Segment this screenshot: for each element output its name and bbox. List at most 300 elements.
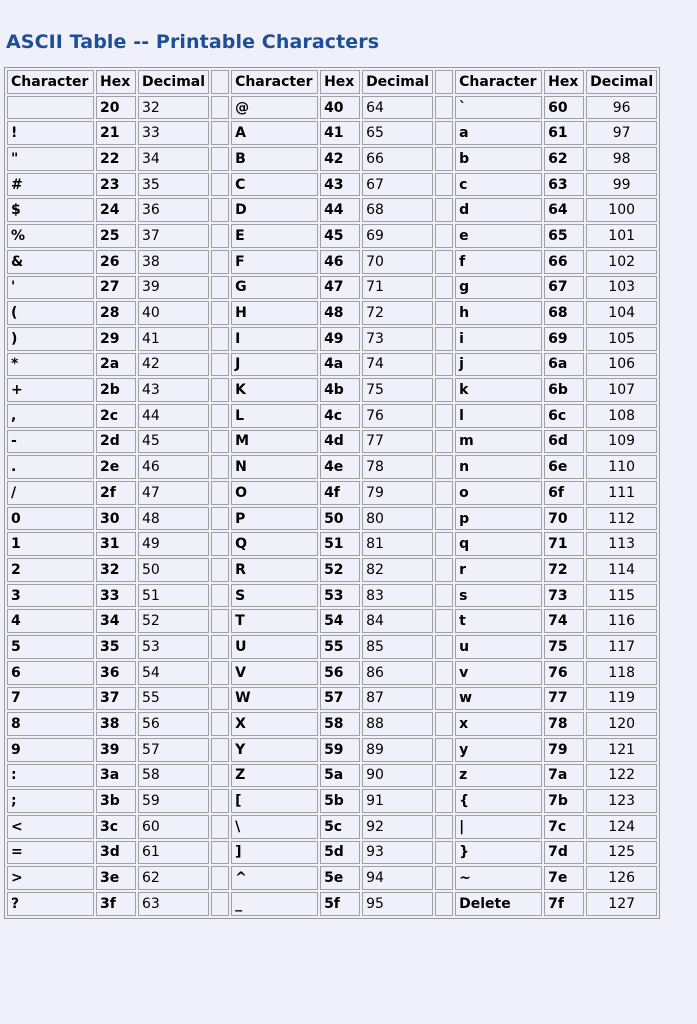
column-spacer [435, 224, 453, 248]
decimal-cell: 120 [586, 712, 657, 736]
decimal-cell: 46 [138, 455, 209, 479]
column-spacer [435, 378, 453, 402]
character-cell: Z [231, 764, 318, 788]
table-row [7, 558, 657, 582]
column-spacer [211, 866, 229, 890]
header-hex: Hex [320, 70, 360, 94]
decimal-cell: 126 [586, 866, 657, 890]
column-spacer [435, 96, 453, 120]
character-cell: 0 [7, 507, 94, 531]
decimal-cell: 94 [362, 866, 433, 890]
decimal-cell: 80 [362, 507, 433, 531]
character-cell: L [231, 404, 318, 428]
decimal-cell: 108 [586, 404, 657, 428]
hex-cell: 34 [96, 609, 136, 633]
column-spacer [211, 892, 229, 916]
decimal-cell: 58 [138, 764, 209, 788]
character-cell: O [231, 481, 318, 505]
column-spacer [211, 687, 229, 711]
hex-cell: 6c [544, 404, 584, 428]
header-character: Character [7, 70, 94, 94]
table-row [7, 96, 657, 120]
column-spacer [435, 789, 453, 813]
character-cell: r [455, 558, 542, 582]
table-row [7, 250, 657, 274]
table-row [7, 198, 657, 222]
hex-cell: 5c [320, 815, 360, 839]
hex-cell: 6d [544, 430, 584, 454]
table-row [7, 738, 657, 762]
character-cell: + [7, 378, 94, 402]
table-row [7, 635, 657, 659]
decimal-cell: 32 [138, 96, 209, 120]
decimal-cell: 91 [362, 789, 433, 813]
table-row [7, 301, 657, 325]
table-row [7, 147, 657, 171]
character-cell: : [7, 764, 94, 788]
decimal-cell: 52 [138, 609, 209, 633]
table-row [7, 121, 657, 145]
column-spacer [211, 738, 229, 762]
column-spacer [435, 507, 453, 531]
character-cell: F [231, 250, 318, 274]
hex-cell: 4d [320, 430, 360, 454]
column-spacer [211, 378, 229, 402]
hex-cell: 69 [544, 327, 584, 351]
column-spacer [211, 661, 229, 685]
column-spacer [435, 584, 453, 608]
decimal-cell: 40 [138, 301, 209, 325]
character-cell: 4 [7, 609, 94, 633]
decimal-cell: 41 [138, 327, 209, 351]
decimal-cell: 71 [362, 276, 433, 300]
table-row [7, 507, 657, 531]
decimal-cell: 127 [586, 892, 657, 916]
column-spacer [435, 532, 453, 556]
character-cell: e [455, 224, 542, 248]
column-spacer [435, 327, 453, 351]
decimal-cell: 64 [362, 96, 433, 120]
decimal-cell: 83 [362, 584, 433, 608]
column-spacer [211, 507, 229, 531]
hex-cell: 7d [544, 841, 584, 865]
decimal-cell: 103 [586, 276, 657, 300]
decimal-cell: 115 [586, 584, 657, 608]
decimal-cell: 97 [586, 121, 657, 145]
column-spacer [435, 70, 453, 94]
column-spacer [211, 455, 229, 479]
decimal-cell: 42 [138, 353, 209, 377]
character-cell: \ [231, 815, 318, 839]
decimal-cell: 118 [586, 661, 657, 685]
character-cell: - [7, 430, 94, 454]
hex-cell: 5d [320, 841, 360, 865]
column-spacer [211, 121, 229, 145]
character-cell: H [231, 301, 318, 325]
character-cell: 9 [7, 738, 94, 762]
table-row [7, 224, 657, 248]
decimal-cell: 117 [586, 635, 657, 659]
character-cell: } [455, 841, 542, 865]
hex-cell: 4f [320, 481, 360, 505]
decimal-cell: 63 [138, 892, 209, 916]
hex-cell: 65 [544, 224, 584, 248]
header-hex: Hex [96, 70, 136, 94]
character-cell: & [7, 250, 94, 274]
hex-cell: 41 [320, 121, 360, 145]
column-spacer [435, 121, 453, 145]
character-cell: E [231, 224, 318, 248]
table-row [7, 276, 657, 300]
character-cell: a [455, 121, 542, 145]
character-cell: p [455, 507, 542, 531]
column-spacer [211, 764, 229, 788]
hex-cell: 70 [544, 507, 584, 531]
character-cell: ` [455, 96, 542, 120]
hex-cell: 4c [320, 404, 360, 428]
decimal-cell: 44 [138, 404, 209, 428]
column-spacer [435, 198, 453, 222]
table-row [7, 404, 657, 428]
header-character: Character [231, 70, 318, 94]
character-cell: = [7, 841, 94, 865]
ascii-table [4, 67, 660, 919]
table-row [7, 532, 657, 556]
decimal-cell: 84 [362, 609, 433, 633]
column-spacer [435, 558, 453, 582]
hex-cell: 29 [96, 327, 136, 351]
character-cell: { [455, 789, 542, 813]
decimal-cell: 102 [586, 250, 657, 274]
page-title: ASCII Table -- Printable Characters [6, 31, 380, 53]
decimal-cell: 66 [362, 147, 433, 171]
character-cell: m [455, 430, 542, 454]
character-cell: U [231, 635, 318, 659]
hex-cell: 58 [320, 712, 360, 736]
character-cell: @ [231, 96, 318, 120]
decimal-cell: 49 [138, 532, 209, 556]
character-cell: ; [7, 789, 94, 813]
hex-cell: 46 [320, 250, 360, 274]
hex-cell: 74 [544, 609, 584, 633]
decimal-cell: 105 [586, 327, 657, 351]
decimal-cell: 45 [138, 430, 209, 454]
decimal-cell: 38 [138, 250, 209, 274]
character-cell: Y [231, 738, 318, 762]
hex-cell: 60 [544, 96, 584, 120]
hex-cell: 5e [320, 866, 360, 890]
hex-cell: 7f [544, 892, 584, 916]
decimal-cell: 100 [586, 198, 657, 222]
decimal-cell: 123 [586, 789, 657, 813]
hex-cell: 4a [320, 353, 360, 377]
character-cell: y [455, 738, 542, 762]
decimal-cell: 88 [362, 712, 433, 736]
column-spacer [211, 558, 229, 582]
hex-cell: 72 [544, 558, 584, 582]
character-cell: # [7, 173, 94, 197]
hex-cell: 3a [96, 764, 136, 788]
column-spacer [435, 712, 453, 736]
hex-cell: 3f [96, 892, 136, 916]
column-spacer [211, 404, 229, 428]
hex-cell: 2c [96, 404, 136, 428]
hex-cell: 68 [544, 301, 584, 325]
character-cell: ] [231, 841, 318, 865]
hex-cell: 77 [544, 687, 584, 711]
table-row [7, 687, 657, 711]
decimal-cell: 48 [138, 507, 209, 531]
decimal-cell: 112 [586, 507, 657, 531]
decimal-cell: 99 [586, 173, 657, 197]
character-cell: t [455, 609, 542, 633]
table-row [7, 481, 657, 505]
column-spacer [211, 841, 229, 865]
column-spacer [211, 430, 229, 454]
decimal-cell: 69 [362, 224, 433, 248]
decimal-cell: 98 [586, 147, 657, 171]
character-cell: u [455, 635, 542, 659]
hex-cell: 38 [96, 712, 136, 736]
hex-cell: 25 [96, 224, 136, 248]
character-cell: i [455, 327, 542, 351]
decimal-cell: 33 [138, 121, 209, 145]
character-cell: T [231, 609, 318, 633]
character-cell: g [455, 276, 542, 300]
hex-cell: 78 [544, 712, 584, 736]
column-spacer [435, 661, 453, 685]
hex-cell: 7c [544, 815, 584, 839]
header-hex: Hex [544, 70, 584, 94]
character-cell: 1 [7, 532, 94, 556]
character-cell: l [455, 404, 542, 428]
character-cell: K [231, 378, 318, 402]
column-spacer [211, 353, 229, 377]
hex-cell: 27 [96, 276, 136, 300]
column-spacer [211, 815, 229, 839]
hex-cell: 67 [544, 276, 584, 300]
hex-cell: 35 [96, 635, 136, 659]
decimal-cell: 78 [362, 455, 433, 479]
decimal-cell: 116 [586, 609, 657, 633]
character-cell: < [7, 815, 94, 839]
decimal-cell: 70 [362, 250, 433, 274]
column-spacer [211, 481, 229, 505]
hex-cell: 30 [96, 507, 136, 531]
character-cell: ' [7, 276, 94, 300]
character-cell: W [231, 687, 318, 711]
character-cell [7, 96, 94, 120]
character-cell: . [7, 455, 94, 479]
character-cell: ^ [231, 866, 318, 890]
hex-cell: 4b [320, 378, 360, 402]
hex-cell: 76 [544, 661, 584, 685]
column-spacer [211, 250, 229, 274]
character-cell: | [455, 815, 542, 839]
hex-cell: 3b [96, 789, 136, 813]
character-cell: $ [7, 198, 94, 222]
hex-cell: 2e [96, 455, 136, 479]
column-spacer [435, 250, 453, 274]
hex-cell: 49 [320, 327, 360, 351]
decimal-cell: 85 [362, 635, 433, 659]
decimal-cell: 53 [138, 635, 209, 659]
character-cell: j [455, 353, 542, 377]
character-cell: X [231, 712, 318, 736]
hex-cell: 3e [96, 866, 136, 890]
character-cell: > [7, 866, 94, 890]
table-row [7, 789, 657, 813]
column-spacer [435, 738, 453, 762]
column-spacer [211, 96, 229, 120]
character-cell: / [7, 481, 94, 505]
hex-cell: 62 [544, 147, 584, 171]
column-spacer [211, 609, 229, 633]
hex-cell: 54 [320, 609, 360, 633]
decimal-cell: 43 [138, 378, 209, 402]
hex-cell: 7a [544, 764, 584, 788]
hex-cell: 79 [544, 738, 584, 762]
decimal-cell: 47 [138, 481, 209, 505]
hex-cell: 26 [96, 250, 136, 274]
decimal-cell: 110 [586, 455, 657, 479]
hex-cell: 31 [96, 532, 136, 556]
character-cell: * [7, 353, 94, 377]
decimal-cell: 113 [586, 532, 657, 556]
hex-cell: 3c [96, 815, 136, 839]
hex-cell: 73 [544, 584, 584, 608]
hex-cell: 21 [96, 121, 136, 145]
hex-cell: 2b [96, 378, 136, 402]
hex-cell: 66 [544, 250, 584, 274]
character-cell: R [231, 558, 318, 582]
hex-cell: 28 [96, 301, 136, 325]
column-spacer [211, 789, 229, 813]
decimal-cell: 109 [586, 430, 657, 454]
hex-cell: 37 [96, 687, 136, 711]
character-cell: , [7, 404, 94, 428]
table-row [7, 892, 657, 916]
column-spacer [435, 455, 453, 479]
character-cell: o [455, 481, 542, 505]
decimal-cell: 62 [138, 866, 209, 890]
character-cell: 2 [7, 558, 94, 582]
hex-cell: 51 [320, 532, 360, 556]
decimal-cell: 89 [362, 738, 433, 762]
hex-cell: 59 [320, 738, 360, 762]
hex-cell: 61 [544, 121, 584, 145]
character-cell: P [231, 507, 318, 531]
hex-cell: 44 [320, 198, 360, 222]
column-spacer [435, 404, 453, 428]
decimal-cell: 51 [138, 584, 209, 608]
table-row [7, 815, 657, 839]
hex-cell: 48 [320, 301, 360, 325]
header-decimal: Decimal [586, 70, 657, 94]
character-cell: s [455, 584, 542, 608]
decimal-cell: 74 [362, 353, 433, 377]
character-cell: z [455, 764, 542, 788]
column-spacer [435, 481, 453, 505]
character-cell: x [455, 712, 542, 736]
decimal-cell: 92 [362, 815, 433, 839]
column-spacer [435, 173, 453, 197]
hex-cell: 43 [320, 173, 360, 197]
decimal-cell: 57 [138, 738, 209, 762]
hex-cell: 36 [96, 661, 136, 685]
character-cell: Q [231, 532, 318, 556]
character-cell: " [7, 147, 94, 171]
character-cell: w [455, 687, 542, 711]
decimal-cell: 39 [138, 276, 209, 300]
column-spacer [435, 276, 453, 300]
character-cell: I [231, 327, 318, 351]
character-cell: _ [231, 892, 318, 916]
decimal-cell: 104 [586, 301, 657, 325]
column-spacer [435, 147, 453, 171]
hex-cell: 5a [320, 764, 360, 788]
character-cell: v [455, 661, 542, 685]
decimal-cell: 68 [362, 198, 433, 222]
decimal-cell: 37 [138, 224, 209, 248]
table-row [7, 430, 657, 454]
header-row [7, 70, 657, 94]
decimal-cell: 125 [586, 841, 657, 865]
decimal-cell: 95 [362, 892, 433, 916]
column-spacer [211, 224, 229, 248]
decimal-cell: 59 [138, 789, 209, 813]
character-cell: C [231, 173, 318, 197]
hex-cell: 57 [320, 687, 360, 711]
character-cell: [ [231, 789, 318, 813]
decimal-cell: 76 [362, 404, 433, 428]
table-row [7, 866, 657, 890]
decimal-cell: 81 [362, 532, 433, 556]
column-spacer [211, 301, 229, 325]
character-cell: d [455, 198, 542, 222]
character-cell: ? [7, 892, 94, 916]
table-row [7, 609, 657, 633]
hex-cell: 63 [544, 173, 584, 197]
character-cell: 6 [7, 661, 94, 685]
character-cell: ! [7, 121, 94, 145]
hex-cell: 20 [96, 96, 136, 120]
hex-cell: 53 [320, 584, 360, 608]
decimal-cell: 61 [138, 841, 209, 865]
decimal-cell: 72 [362, 301, 433, 325]
hex-cell: 39 [96, 738, 136, 762]
column-spacer [211, 198, 229, 222]
decimal-cell: 60 [138, 815, 209, 839]
hex-cell: 4e [320, 455, 360, 479]
column-spacer [435, 609, 453, 633]
hex-cell: 6b [544, 378, 584, 402]
character-cell: % [7, 224, 94, 248]
character-cell: Delete [455, 892, 542, 916]
table-row [7, 661, 657, 685]
table-row [7, 712, 657, 736]
character-cell: S [231, 584, 318, 608]
character-cell: f [455, 250, 542, 274]
decimal-cell: 106 [586, 353, 657, 377]
hex-cell: 6e [544, 455, 584, 479]
decimal-cell: 114 [586, 558, 657, 582]
character-cell: V [231, 661, 318, 685]
table-row [7, 764, 657, 788]
column-spacer [435, 866, 453, 890]
hex-cell: 3d [96, 841, 136, 865]
hex-cell: 7e [544, 866, 584, 890]
